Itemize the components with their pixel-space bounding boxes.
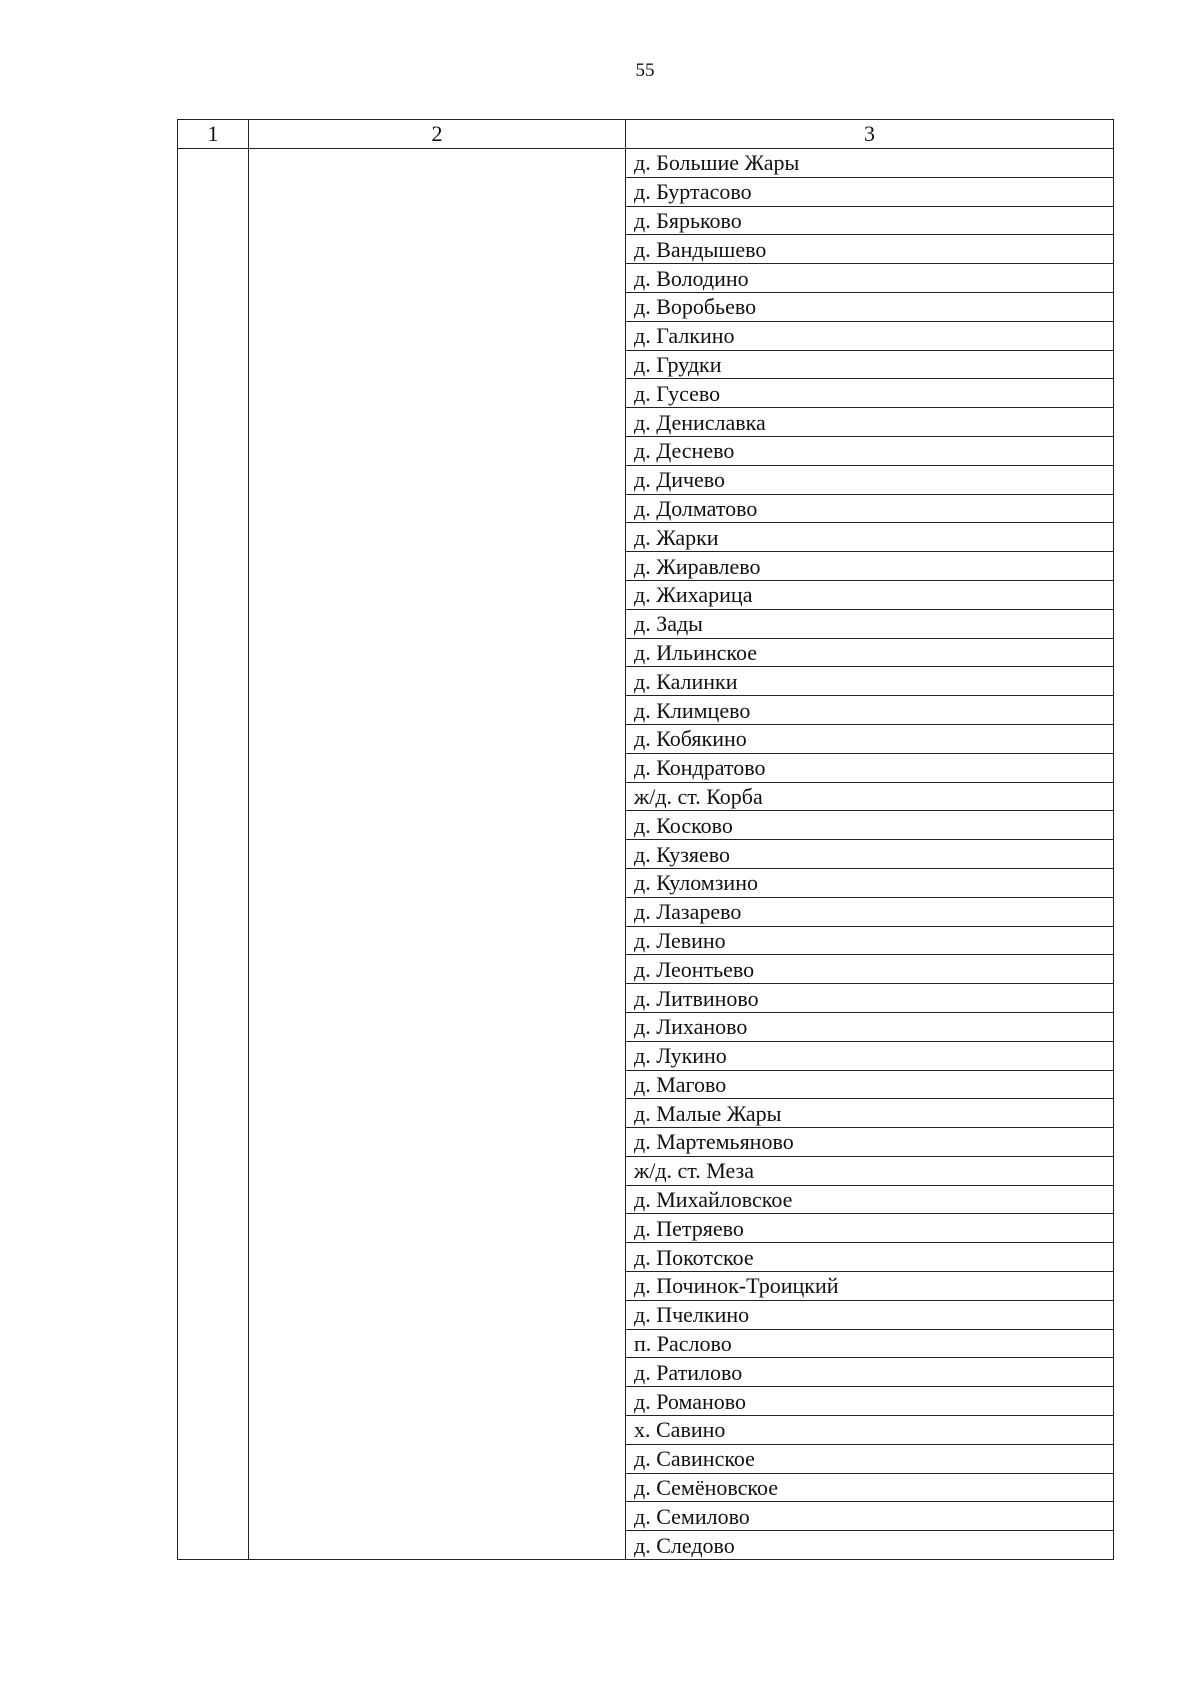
settlement-name: д. Ильинское [626, 638, 1114, 667]
column-header-1: 1 [178, 120, 249, 149]
settlement-name: д. Лазарево [626, 897, 1114, 926]
settlement-name: д. Малые Жары [626, 1099, 1114, 1128]
settlement-name: п. Раслово [626, 1329, 1114, 1358]
settlement-name: д. Володино [626, 264, 1114, 293]
settlement-name: д. Пчелкино [626, 1300, 1114, 1329]
settlement-name: д. Семилово [626, 1502, 1114, 1531]
settlement-name: д. Мартемьяново [626, 1128, 1114, 1157]
settlements-table [177, 119, 1114, 1560]
settlement-name: х. Савино [626, 1416, 1114, 1445]
settlement-name: д. Вандышево [626, 235, 1114, 264]
settlement-name: д. Косково [626, 811, 1114, 840]
settlement-name: д. Деснево [626, 436, 1114, 465]
settlement-name: д. Лукино [626, 1041, 1114, 1070]
settlement-name: д. Литвиново [626, 984, 1114, 1013]
page-number: 55 [635, 60, 655, 81]
settlement-name: д. Воробьево [626, 292, 1114, 321]
settlement-name: д. Жихарица [626, 580, 1114, 609]
settlement-name: д. Ратилово [626, 1358, 1114, 1387]
settlement-name: д. Левино [626, 926, 1114, 955]
settlement-name: д. Галкино [626, 321, 1114, 350]
column-2-cell [249, 149, 626, 1560]
settlement-name: д. Семёновское [626, 1473, 1114, 1502]
settlement-name: д. Жиравлево [626, 552, 1114, 581]
settlement-name: д. Кобякино [626, 724, 1114, 753]
settlement-name: д. Буртасово [626, 177, 1114, 206]
settlement-name: д. Дичево [626, 465, 1114, 494]
settlement-name: д. Следово [626, 1531, 1114, 1560]
settlement-name: д. Кузяево [626, 840, 1114, 869]
settlement-name: д. Покотское [626, 1243, 1114, 1272]
settlement-name: д. Савинское [626, 1444, 1114, 1473]
settlement-name: д. Бярьково [626, 206, 1114, 235]
settlement-name: д. Починок-Троицкий [626, 1272, 1114, 1301]
settlement-name: д. Куломзино [626, 868, 1114, 897]
settlement-name: д. Петряево [626, 1214, 1114, 1243]
settlement-name: д. Калинки [626, 667, 1114, 696]
settlement-name: д. Кондратово [626, 753, 1114, 782]
settlement-name: д. Дениславка [626, 408, 1114, 437]
settlement-name: д. Большие Жары [626, 149, 1114, 178]
settlement-name: д. Леонтьево [626, 955, 1114, 984]
settlement-name: ж/д. ст. Корба [626, 782, 1114, 811]
settlement-name: ж/д. ст. Меза [626, 1156, 1114, 1185]
settlement-name: д. Лиханово [626, 1012, 1114, 1041]
table-header-row [178, 120, 1114, 149]
settlement-name: д. Романово [626, 1387, 1114, 1416]
settlement-name: д. Грудки [626, 350, 1114, 379]
settlement-name: д. Долматово [626, 494, 1114, 523]
settlement-name: д. Гусево [626, 379, 1114, 408]
column-1-cell [178, 149, 249, 1560]
settlement-name: д. Жарки [626, 523, 1114, 552]
settlement-name: д. Зады [626, 609, 1114, 638]
column-header-2: 2 [249, 120, 626, 149]
table-row [178, 149, 1114, 178]
settlement-name: д. Михайловское [626, 1185, 1114, 1214]
settlement-name: д. Магово [626, 1070, 1114, 1099]
column-header-3: 3 [626, 120, 1114, 149]
settlement-name: д. Климцево [626, 696, 1114, 725]
